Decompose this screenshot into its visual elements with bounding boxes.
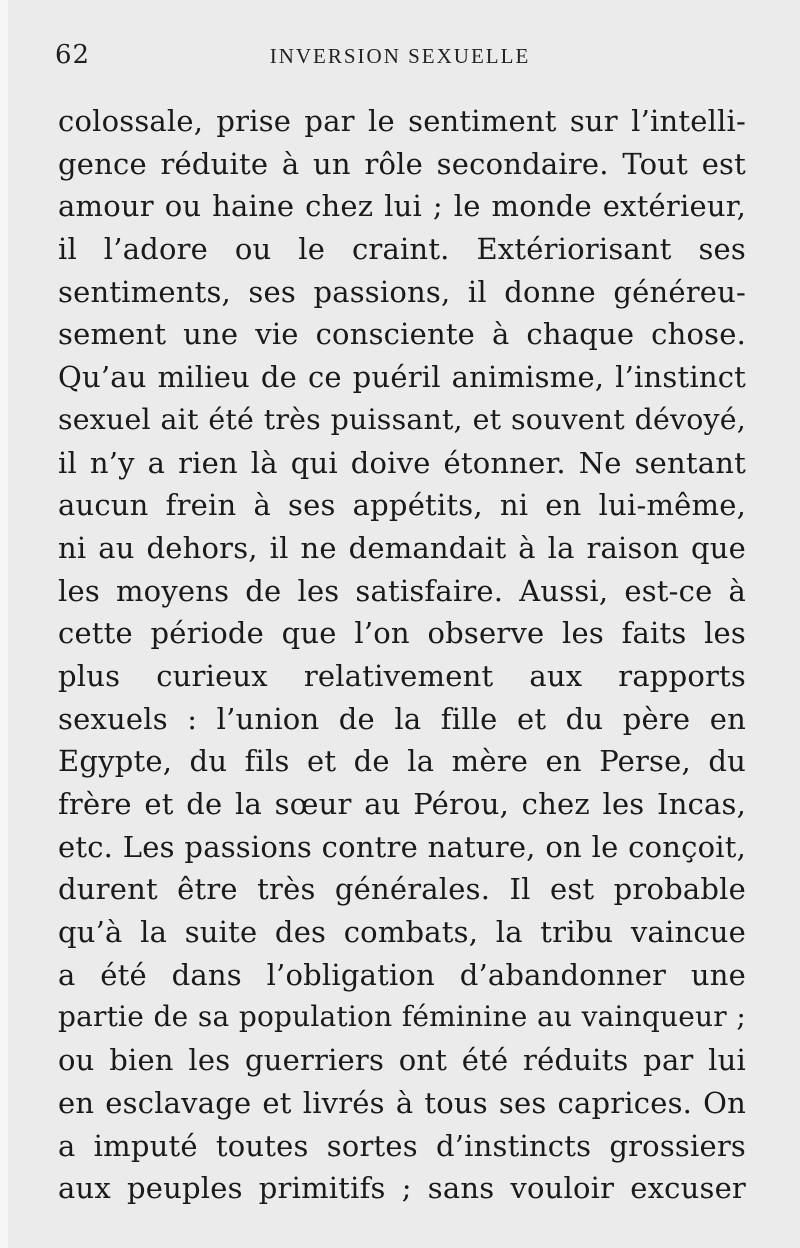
- text-line: sement une vie consciente à chaque chose.: [58, 317, 746, 352]
- text-line: en esclavage et livrés à tous ses caprices. On: [58, 1085, 746, 1120]
- text-line: les moyens de les satisfaire. Aussi, est-ce à: [58, 573, 746, 608]
- text-line: aucun frein à ses appétits, ni en lui-même,: [58, 488, 746, 523]
- text-line: sexuel ait été très puissant, et souvent dévoyé,: [58, 402, 746, 436]
- text-line: amour ou haine chez lui ; le monde extérieur,: [58, 189, 746, 224]
- text-line: ou bien les guerriers ont été réduits par lui: [58, 1043, 746, 1078]
- text-line: frère et de la sœur au Pérou, chez les Incas,: [58, 787, 746, 821]
- text-line: il n’y a rien là qui doive étonner. Ne sentant: [58, 445, 746, 480]
- text-line: cette période que l’on observe les faits les: [58, 616, 746, 651]
- text-line: qu’à la suite des combats, la tribu vaincue: [58, 915, 746, 950]
- text-line: Egypte, du fils et de la mère en Perse, du: [58, 744, 746, 779]
- text-line: ni au dehors, il ne demandait à la raison que: [58, 530, 746, 565]
- text-line: colossale, prise par le sentiment sur l’intelli-: [58, 104, 746, 138]
- body-text: [58, 100, 746, 1210]
- page-header: [55, 40, 745, 80]
- text-line: sexuels : l’union de la fille et du père en: [58, 701, 746, 736]
- text-line: plus curieux relativement aux rapports: [58, 658, 746, 693]
- text-line: partie de sa population féminine au vainqueur ;: [58, 1000, 746, 1034]
- text-line: etc. Les passions contre nature, on le conçoit,: [58, 829, 746, 864]
- running-head: INVERSION SEXUELLE: [269, 44, 531, 68]
- text-line: a été dans l’obligation d’abandonner une: [58, 957, 746, 992]
- page-edge: [0, 0, 8, 1248]
- page-number: 62: [55, 40, 91, 70]
- text-line: sentiments, ses passions, il donne généreu-: [58, 274, 746, 309]
- text-line: Qu’au milieu de ce puéril animisme, l’instinct: [58, 360, 746, 395]
- text-line: durent être très générales. Il est probable: [58, 872, 746, 907]
- text-line: a imputé toutes sortes d’instincts grossiers: [58, 1128, 746, 1163]
- text-line: il l’adore ou le craint. Extériorisant ses: [58, 232, 746, 267]
- text-line: aux peuples primitifs ; sans vouloir excuser: [58, 1171, 746, 1206]
- text-line: gence réduite à un rôle secondaire. Tout est: [58, 146, 746, 181]
